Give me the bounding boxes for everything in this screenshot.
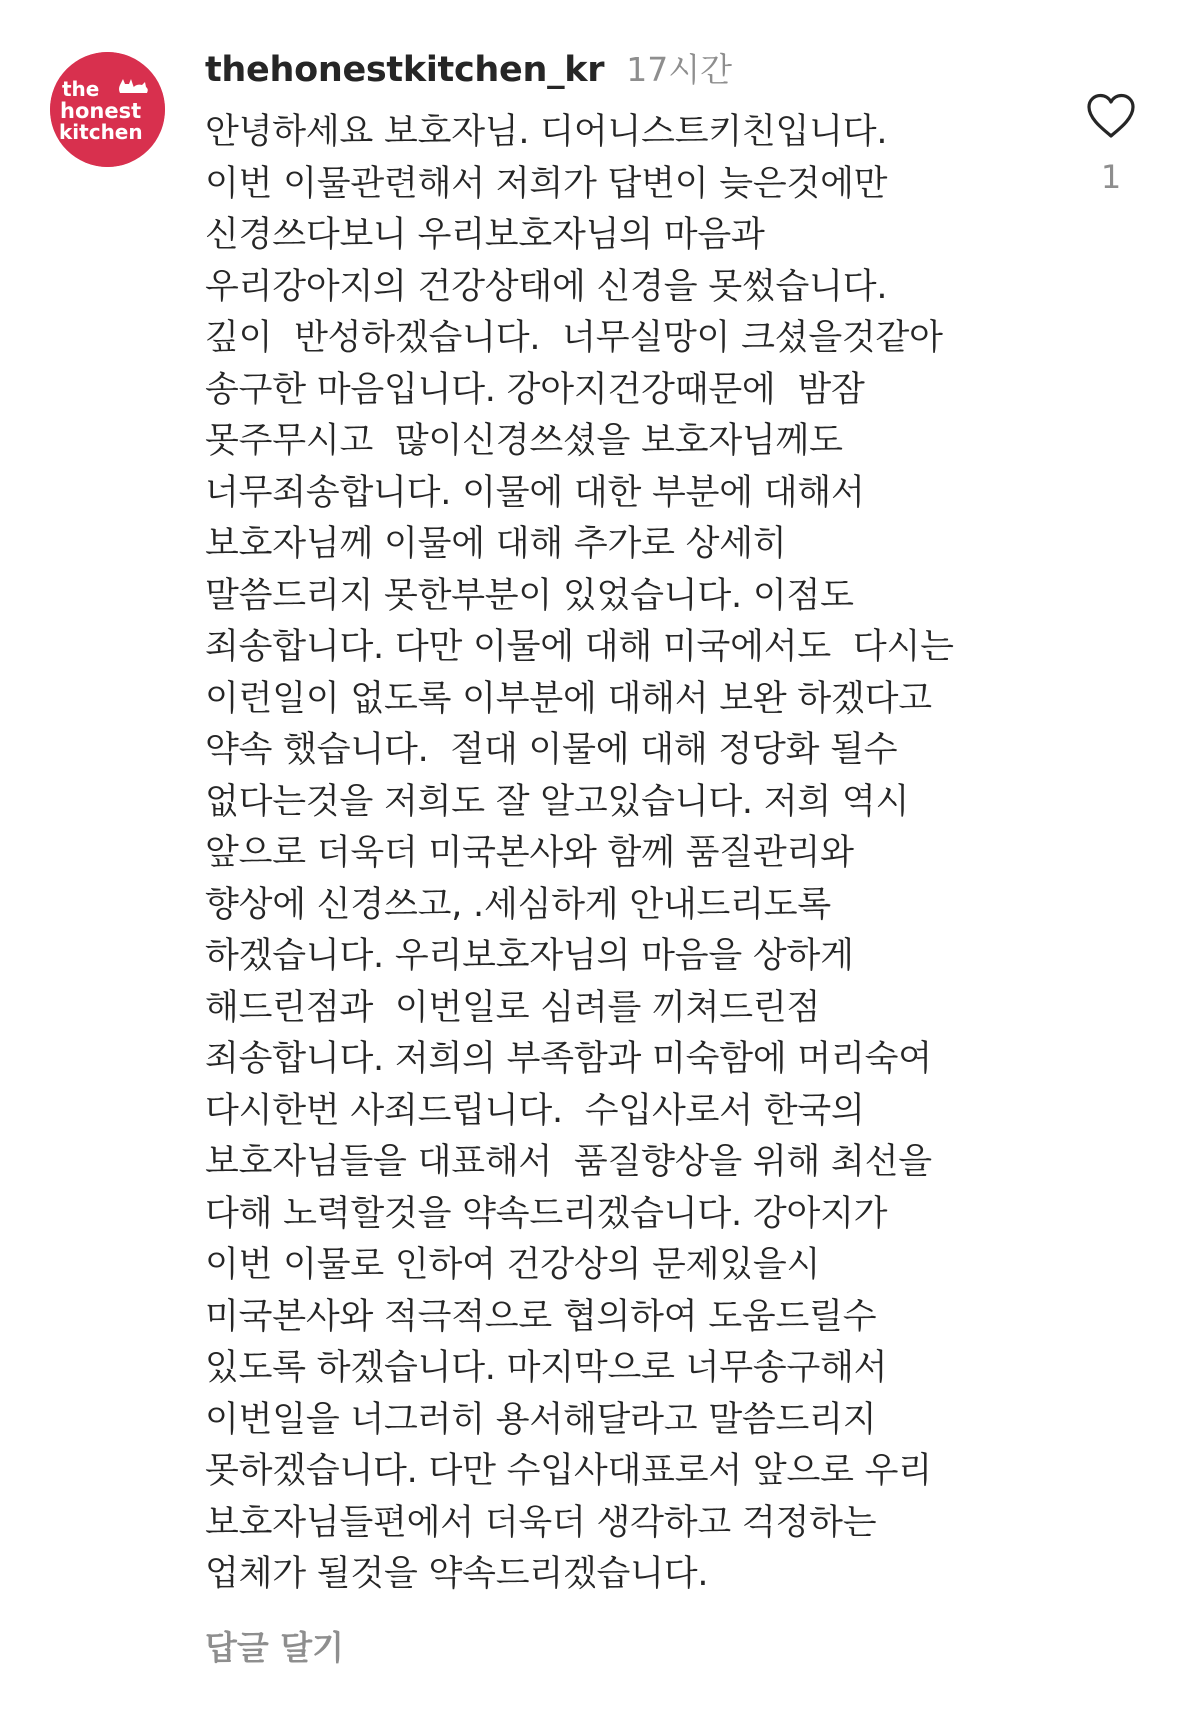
logo-text-the: the: [62, 77, 100, 101]
comment-line: 하겠습니다. 우리보호자님의 마음을 상하게: [205, 936, 854, 976]
comment-line: 없다는것을 저희도 잘 알고있습니다. 저희 역시: [205, 781, 910, 822]
comment-line: 업체가 될것을 약속드리겠습니다.: [205, 1554, 709, 1594]
comment-line: 못하겠습니다. 다만 수입사대표로서 앞으로 우리: [205, 1451, 932, 1491]
comment-line: 약속 했습니다. 절대 이물에 대해 정당화 될수: [205, 730, 898, 770]
comment-line: 이번일을 너그러히 용서해달라고 말씀드리지: [205, 1399, 877, 1440]
comment-line: 보호자님들편에서 더욱더 생각하고 걱정하는: [205, 1502, 877, 1543]
comment-line: 이런일이 없도록 이부분에 대해서 보완 하겠다고: [205, 678, 932, 719]
comment-line: 신경쓰다보니 우리보호자님의 마음과: [205, 215, 765, 255]
logo-text-kitchen: kitchen: [59, 120, 143, 144]
comment-line: 있도록 하겠습니다. 마지막으로 너무송구해서: [205, 1348, 888, 1388]
comment-header: [205, 44, 732, 92]
comment-line: 앞으로 더욱더 미국본사와 함께 품질관리와: [205, 833, 854, 873]
comment-line: 송구한 마음입니다. 강아지건강때문에 밤잠: [205, 369, 865, 410]
comment-line: 해드린점과 이번일로 심려를 끼쳐드린점: [205, 987, 821, 1028]
comment-line: 다시한번 사죄드립니다. 수입사로서 한국의: [205, 1090, 865, 1131]
username[interactable]: thehonestkitchen_kr: [205, 50, 605, 90]
avatar[interactable]: [50, 52, 165, 167]
comment-line: 죄송합니다. 저희의 부족함과 미숙함에 머리숙여: [205, 1039, 932, 1079]
comment-line: 보호자님들을 대표해서 품질향상을 위해 최선을: [205, 1142, 932, 1182]
logo-text-honest: honest: [60, 99, 142, 123]
comment-line: 향상에 신경쓰고, .세심하게 안내드리도록: [205, 884, 831, 925]
timestamp: 17시간: [626, 50, 732, 89]
reply-button[interactable]: 답글 달기: [205, 1628, 345, 1667]
comment-line: 이번 이물로 인하여 건강상의 문제있을시: [205, 1245, 821, 1285]
comment-line: 못주무시고 많이신경쓰셨을 보호자님께도: [205, 421, 843, 461]
comment-line: 죄송합니다. 다만 이물에 대해 미국에서도 다시는: [205, 627, 954, 667]
comment-text: [205, 107, 1085, 1601]
comment-line: 미국본사와 적극적으로 협의하여 도움드릴수: [205, 1296, 877, 1337]
heart-outline-icon[interactable]: [1082, 92, 1140, 140]
comment-line: 다해 노력할것을 약속드리겠습니다. 강아지가: [205, 1193, 888, 1234]
comment-line: 우리강아지의 건강상태에 신경을 못썼습니다.: [205, 266, 888, 307]
comment-line: 보호자님께 이물에 대해 추가로 상세히: [205, 524, 787, 564]
comment-line: 말씀드리지 못한부분이 있었습니다. 이점도: [205, 575, 854, 616]
comment-line: 이번 이물관련해서 저희가 답변이 늦은것에만: [205, 163, 888, 204]
honest-kitchen-logo-icon: [50, 52, 165, 167]
comment-line: 안녕하세요 보호자님. 디어니스트키친입니다.: [205, 112, 888, 152]
comment-line: 깊이 반성하겠습니다. 너무실망이 크셨을것같아: [205, 318, 943, 358]
like-control: [1082, 92, 1140, 196]
like-count: 1: [1100, 158, 1122, 196]
comment-line: 너무죄송합니다. 이물에 대한 부분에 대해서: [205, 472, 865, 513]
